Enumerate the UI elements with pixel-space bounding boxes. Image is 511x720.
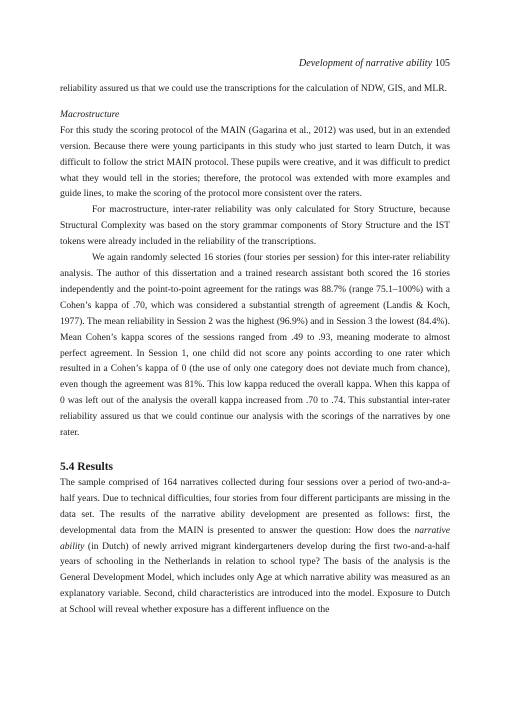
body-text — [60, 81, 450, 618]
results-text-part-2: (in Dutch) of newly arrived migrant kindergarteners develop during the first two-and-a-half years of schooling in the Netherlands in relation to school type? The basis of the analysis is the General Development Model, which includes only Age at which narrative ability was measured as an explanatory variable. Second, child characteristics are introduced into the model. Exposure to Dutch at School will reveal whether exposure has a different influence on the — [60, 540, 450, 616]
paragraph-protocol: For this study the scoring protocol of the MAIN (Gagarina et al., 2012) was used, but in an extended version. Because there were young participants in this study who just started to learn Dutch, it was difficult to follow the strict MAIN protocol. These pupils were creative, and it was difficult to predict what they would tell in the stories; therefore, the protocol was extended with more examples and guide lines, to make the scoring of the protocol more consistent over the raters. — [60, 124, 450, 200]
subheading-macrostructure: Macrostructure — [60, 108, 120, 120]
page-number: 105 — [434, 58, 450, 69]
paragraph-reliability: We again randomly selected 16 stories (four stories per session) for this inter-rater reliability analysis. The author of this dissertation and a trained research assistant both scored the 16 stories independently and the point-to-point agreement for the ratings was 88.7% (range 75.1–100%) with a Cohen’s kappa of .70, which was considered a substantial strength of agreement (Landis & Koch, 1977). The mean reliability in Session 2 was the highest (96.9%) and in Session 3 the lowest (84.4%). Mean Cohen’s kappa scores of the sessions ranged from .49 to .93, meaning moderate to almost perfect agreement. In Session 1, one child did not score any points according to one rater which resulted in a Cohen’s kappa of 0 (the use of only one category does not deviate much from chance), even though the agreement was 81%. This low kappa reduced the overall kappa. When this kappa of 0 was left out of the analysis the overall kappa increased from .70 to .74. This substantial inter-rater reliability assured us that we could continue our analysis with the scorings of the narratives by one rater. — [60, 252, 450, 439]
paragraph-story-structure: For macrostructure, inter-rater reliability was only calculated for Story Structure, because Structural Complexity was based on the story grammar components of Story Structure and the IST tokens were already included in the reliability of the transcriptions. — [60, 204, 450, 248]
paragraph-continuation: reliability assured us that we could use the transcriptions for the calculation of NDW, GIS, and MLR. — [60, 83, 448, 94]
paragraph-results — [60, 475, 450, 618]
running-header — [299, 57, 450, 70]
running-title: Development of narrative ability — [298, 58, 433, 69]
section-heading-results: 5.4 Results — [60, 460, 114, 473]
results-text-part-1: The sample comprised of 164 narratives collected during four sessions over a period of two-and-a-half years. Due to technical difficulties, four stories from four different participants are missing in the data set. The results of the narrative ability development are presented as follows: first, the developmental data from the MAIN is presented to answer the question: How does the — [60, 476, 450, 536]
results-term-narrative-ability: narrative ability — [60, 524, 450, 552]
